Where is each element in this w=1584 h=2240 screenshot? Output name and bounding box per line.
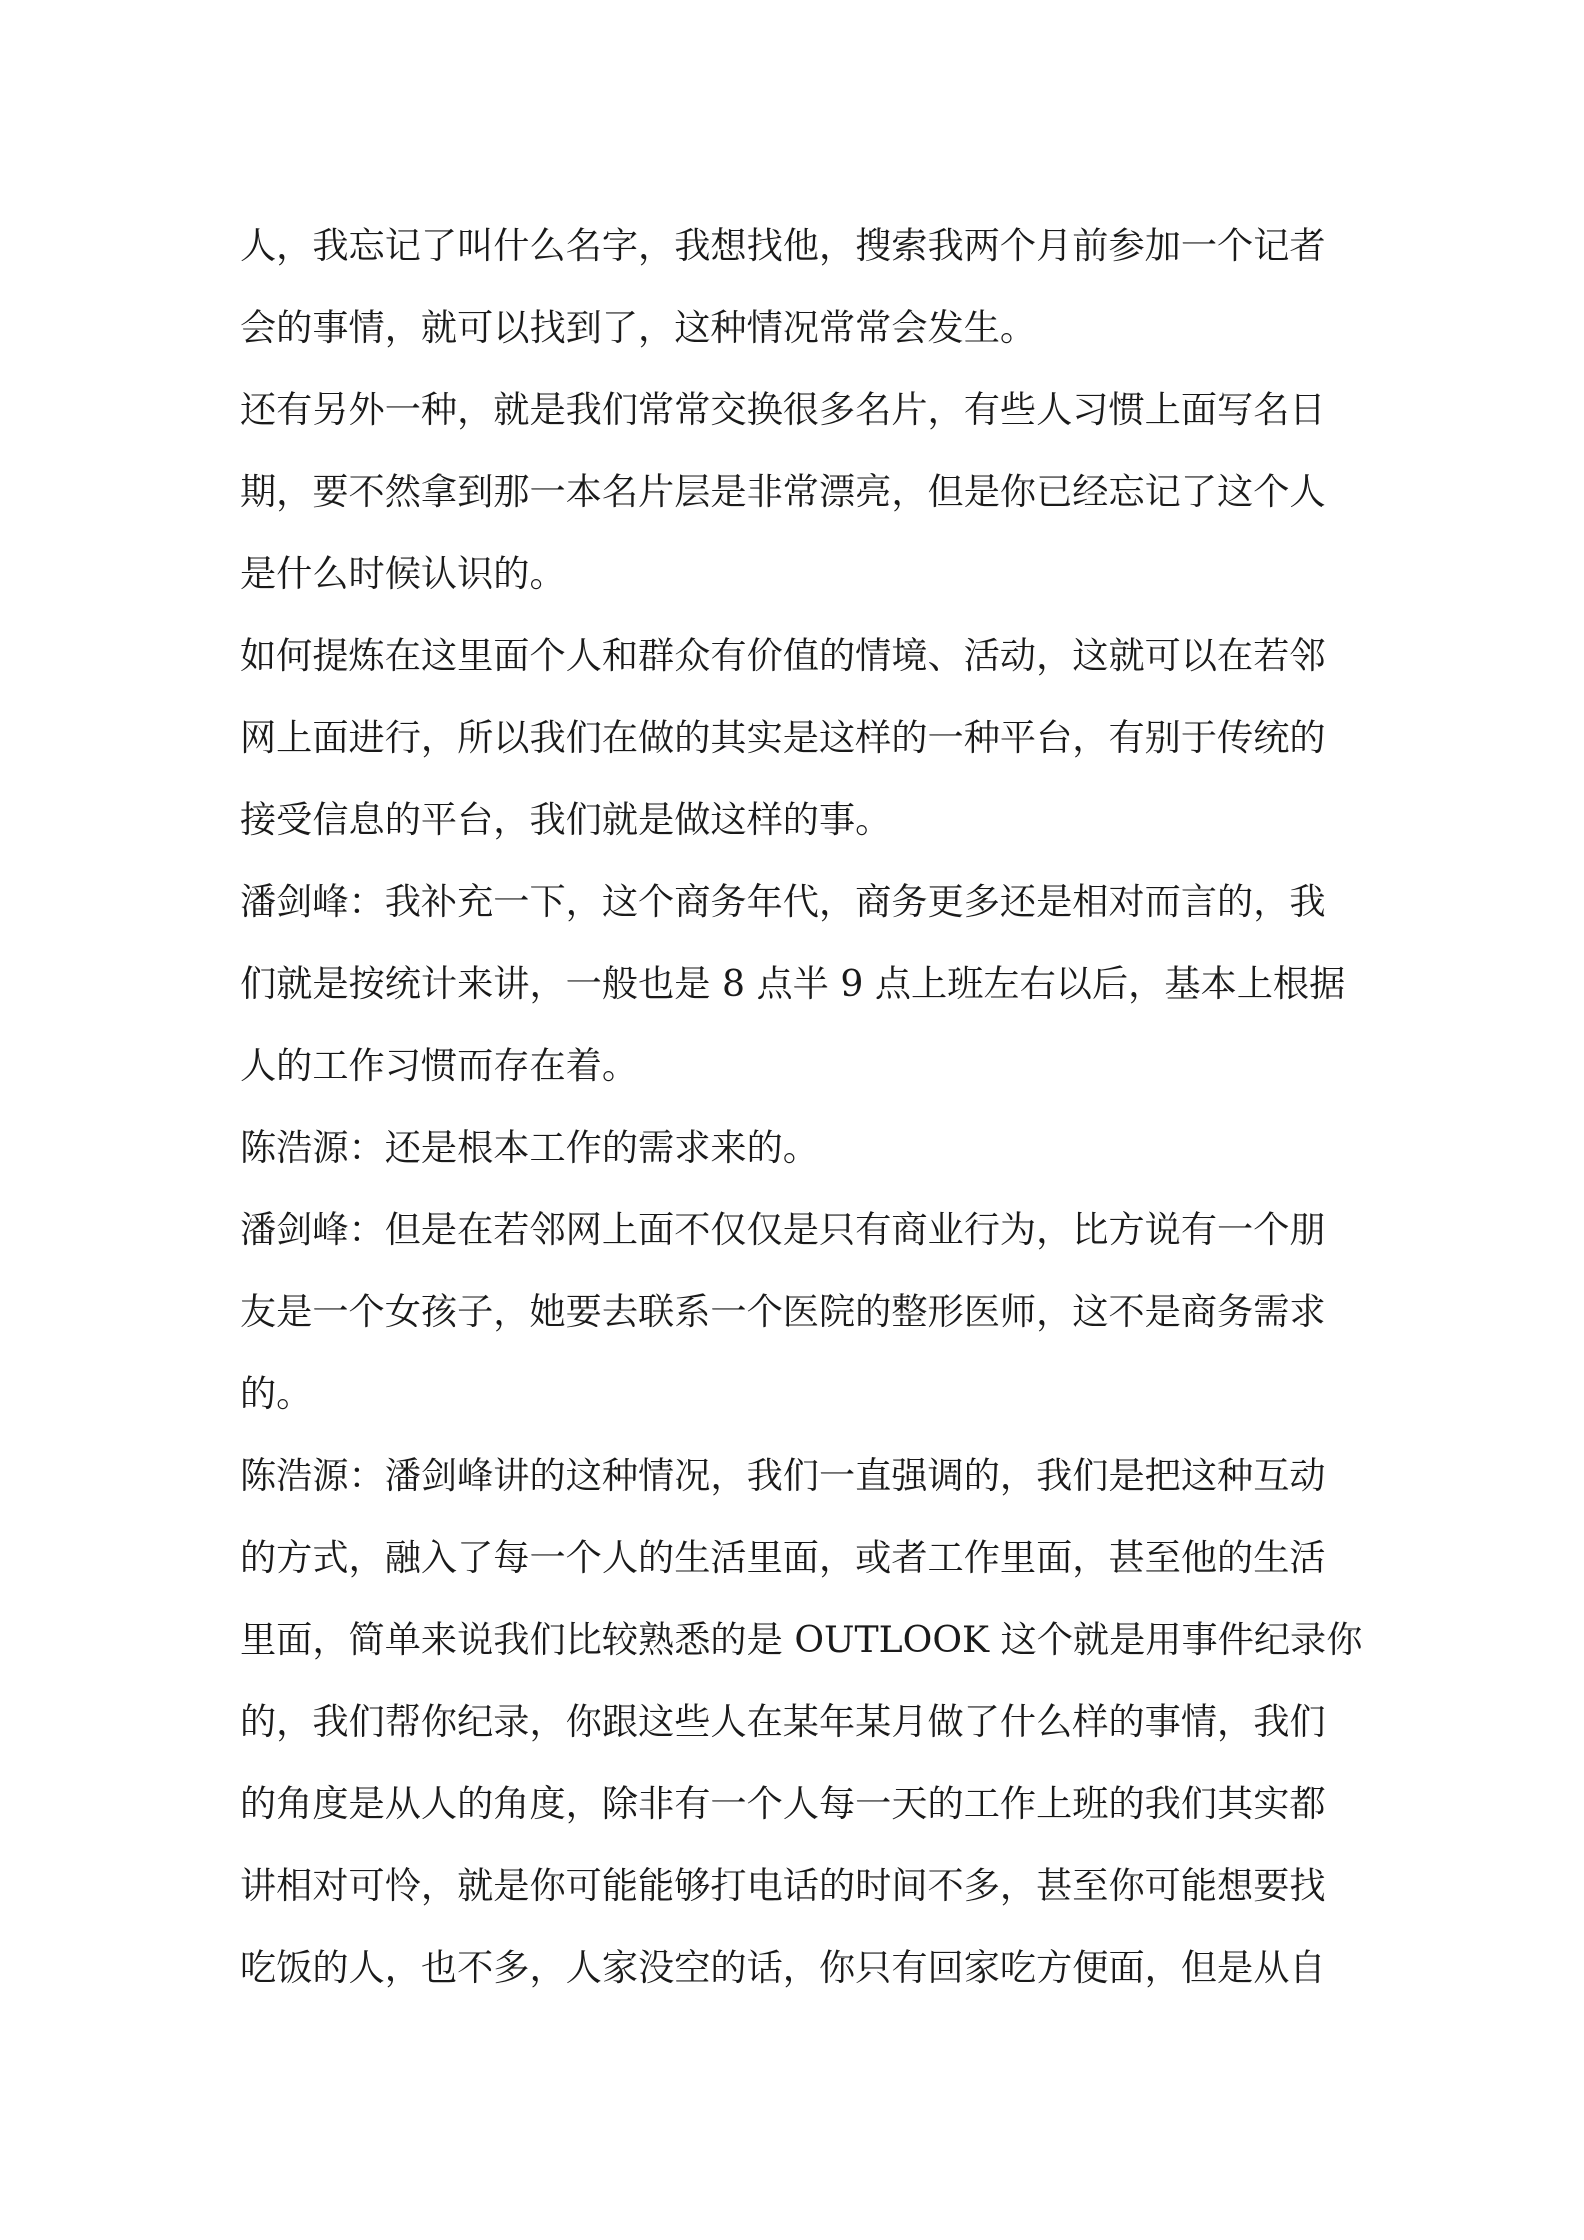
text-line: 讲相对可怜，就是你可能能够打电话的时间不多，甚至你可能想要找 — [240, 1864, 1326, 1907]
text-line: 陈浩源：潘剑峰讲的这种情况，我们一直强调的，我们是把这种互动 — [240, 1454, 1326, 1497]
text-line: 还有另外一种，就是我们常常交换很多名片，有些人习惯上面写名日 — [240, 388, 1326, 431]
text-line: 里面，简单来说我们比较熟悉的是 OUTLOOK 这个就是用事件纪录你 — [240, 1618, 1363, 1661]
text-line: 网上面进行，所以我们在做的其实是这样的一种平台，有别于传统的 — [240, 716, 1326, 759]
text-line: 是什么时候认识的。 — [240, 552, 566, 595]
text-line: 期，要不然拿到那一本名片层是非常漂亮，但是你已经忘记了这个人 — [240, 470, 1326, 513]
text-line: 接受信息的平台，我们就是做这样的事。 — [240, 798, 892, 841]
text-line: 陈浩源：还是根本工作的需求来的。 — [240, 1126, 819, 1169]
text-line: 们就是按统计来讲，一般也是 8 点半 9 点上班左右以后，基本上根据 — [240, 962, 1346, 1005]
text-line: 的，我们帮你纪录，你跟这些人在某年某月做了什么样的事情，我们 — [240, 1700, 1326, 1743]
text-line: 人的工作习惯而存在着。 — [240, 1044, 639, 1087]
text-line: 如何提炼在这里面个人和群众有价值的情境、活动，这就可以在若邻 — [240, 634, 1326, 677]
text-line: 潘剑峰：但是在若邻网上面不仅仅是只有商业行为，比方说有一个朋 — [240, 1208, 1326, 1251]
text-line: 的角度是从人的角度，除非有一个人每一天的工作上班的我们其实都 — [240, 1782, 1326, 1825]
text-line: 的方式，融入了每一个人的生活里面，或者工作里面，甚至他的生活 — [240, 1536, 1326, 1579]
text-line: 的。 — [240, 1372, 313, 1415]
text-line: 人，我忘记了叫什么名字，我想找他，搜索我两个月前参加一个记者 — [240, 224, 1326, 267]
text-line: 潘剑峰：我补充一下，这个商务年代，商务更多还是相对而言的，我 — [240, 880, 1326, 923]
text-line: 会的事情，就可以找到了，这种情况常常会发生。 — [240, 306, 1037, 349]
document-body — [240, 205, 1363, 2009]
text-line: 吃饭的人，也不多，人家没空的话，你只有回家吃方便面，但是从自 — [240, 1946, 1326, 1989]
text-line: 友是一个女孩子，她要去联系一个医院的整形医师，这不是商务需求 — [240, 1290, 1326, 1333]
